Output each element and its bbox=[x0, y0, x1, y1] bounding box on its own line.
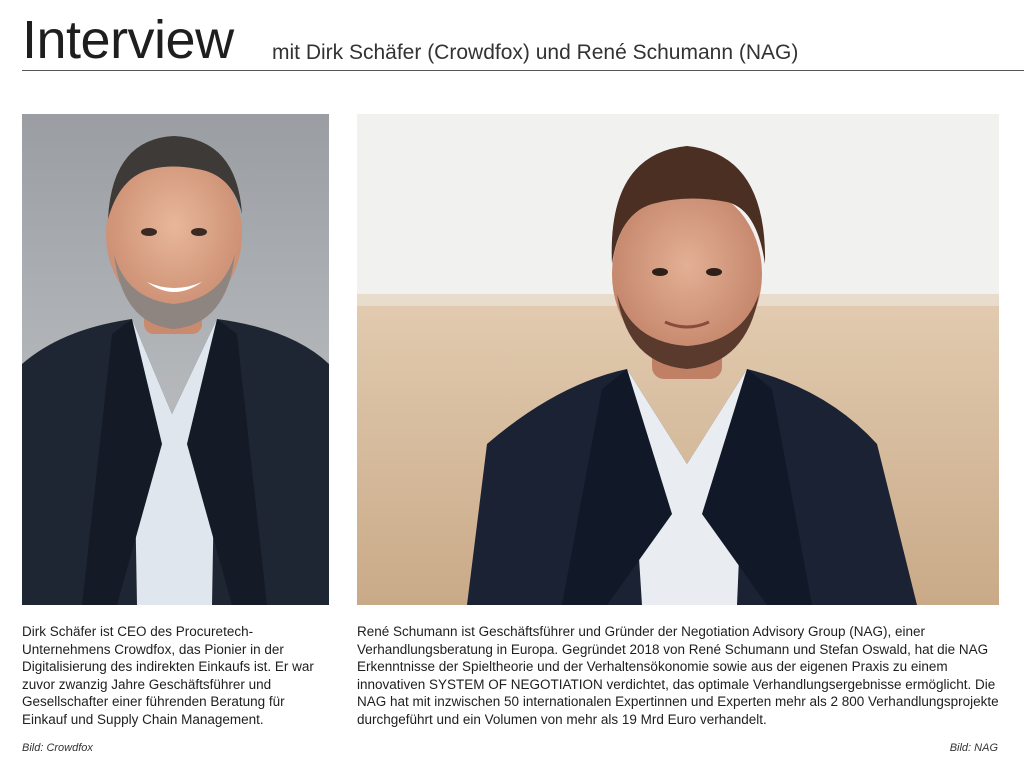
header-divider bbox=[22, 70, 1024, 71]
page-title: Interview bbox=[22, 10, 234, 70]
caption-dirk-schaefer bbox=[22, 623, 332, 729]
page-subtitle: mit Dirk Schäfer (Crowdfox) und René Schumann (NAG) bbox=[272, 41, 799, 64]
image-credit-nag: Bild: NAG bbox=[949, 742, 998, 754]
caption-text: Dirk Schäfer ist CEO des Procuretech-Unternehmens Crowdfox, das Pionier in der Digitalisierung des indirekten Einkaufs ist. Er war zuvor zwanzig Jahre Geschäftsführer und Gesellschafter einer führenden Beratung für Einkauf und Supply Chain Management. bbox=[22, 624, 314, 727]
portrait-rene-schumann bbox=[357, 114, 999, 605]
image-credit-crowdfox: Bild: Crowdfox bbox=[22, 742, 93, 754]
portrait-dirk-schaefer bbox=[22, 114, 329, 605]
caption-rene-schumann bbox=[357, 623, 1002, 729]
caption-text: René Schumann ist Geschäftsführer und Gründer der Negotiation Advisory Group (NAG), einer Verhandlungsberatung in Europa. Gegründet 2018 von René Schumann und Stefan Oswald, hat die NAG Erkenntnisse der Spieltheorie und der Verhaltensökonomie sowie aus der eigenen Praxis zu einem innovativen SYSTEM OF NEGOTIATION verdichtet, das optimale Verhandlungsergebnisse ermöglicht. Die NAG hat mit inzwischen 50 internationalen Expertinnen und Experten mehr als 2 800 Verhandlungsprojekte durchgeführt und ein Volumen von mehr als 19 Mrd Euro verhandelt. bbox=[357, 624, 999, 727]
